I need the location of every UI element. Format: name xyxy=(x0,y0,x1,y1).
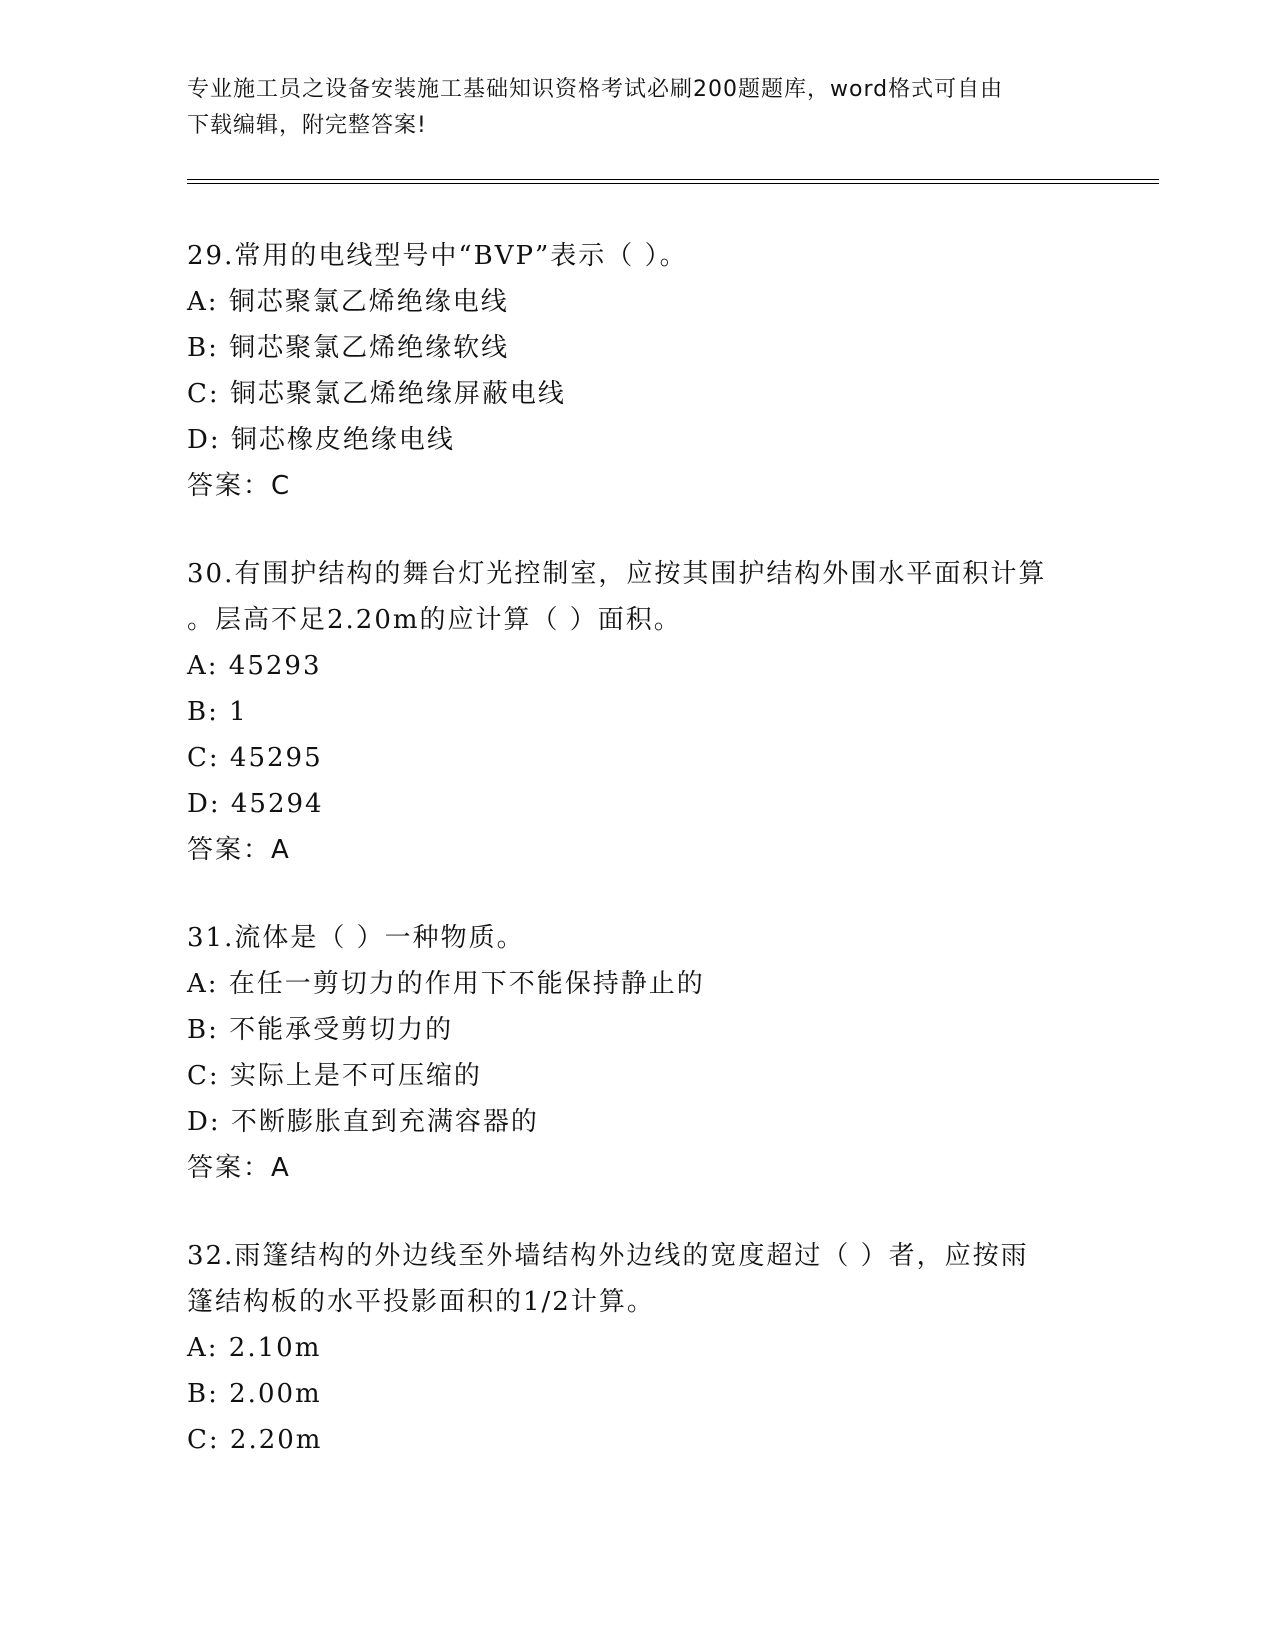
question-stem: 31.流体是（ ）一种物质。 xyxy=(187,923,525,953)
option-a: A: 在任一剪切力的作用下不能保持静止的 xyxy=(187,969,705,999)
option-d: D: 45294 xyxy=(187,789,324,819)
option-b: B: 铜芯聚氯乙烯绝缘软线 xyxy=(187,333,510,363)
question-30 xyxy=(187,551,1087,873)
answer: 答案：A xyxy=(187,1153,291,1183)
answer: 答案：A xyxy=(187,835,291,865)
option-b: B: 1 xyxy=(187,697,248,727)
question-stem-continued: 篷结构板的水平投影面积的1/2计算。 xyxy=(187,1287,655,1317)
question-29 xyxy=(187,233,1087,509)
answer: 答案：C xyxy=(187,471,292,501)
option-a: A: 铜芯聚氯乙烯绝缘电线 xyxy=(187,287,509,317)
question-stem-continued: 。层高不足2.20m的应计算（ ）面积。 xyxy=(187,605,682,635)
question-31 xyxy=(187,915,1087,1191)
option-b: B: 不能承受剪切力的 xyxy=(187,1015,454,1045)
option-c: C: 实际上是不可压缩的 xyxy=(187,1061,482,1091)
header-line-2: 下载编辑，附完整答案! xyxy=(187,113,427,138)
header-line-1: 专业施工员之设备安装施工基础知识资格考试必刷200题题库，word格式可自由 xyxy=(187,77,1004,102)
option-c: C: 铜芯聚氯乙烯绝缘屏蔽电线 xyxy=(187,379,566,409)
question-stem: 32.雨篷结构的外边线至外墙结构外边线的宽度超过（ ）者，应按雨 xyxy=(187,1241,1029,1271)
header-divider-bottom xyxy=(187,183,1159,184)
question-list xyxy=(187,233,1087,1505)
option-c: C: 2.20m xyxy=(187,1425,323,1455)
option-a: A: 2.10m xyxy=(187,1333,322,1363)
option-c: C: 45295 xyxy=(187,743,323,773)
question-stem: 30.有围护结构的舞台灯光控制室，应按其围护结构外围水平面积计算 xyxy=(187,559,1047,589)
option-b: B: 2.00m xyxy=(187,1379,322,1409)
document-header xyxy=(187,72,1087,144)
option-d: D: 铜芯橡皮绝缘电线 xyxy=(187,425,455,455)
question-32 xyxy=(187,1233,1087,1463)
option-d: D: 不断膨胀直到充满容器的 xyxy=(187,1107,539,1137)
option-a: A: 45293 xyxy=(187,651,322,681)
header-divider-top xyxy=(187,179,1159,180)
question-stem: 29.常用的电线型号中“BVP”表示（ ）。 xyxy=(187,241,688,271)
